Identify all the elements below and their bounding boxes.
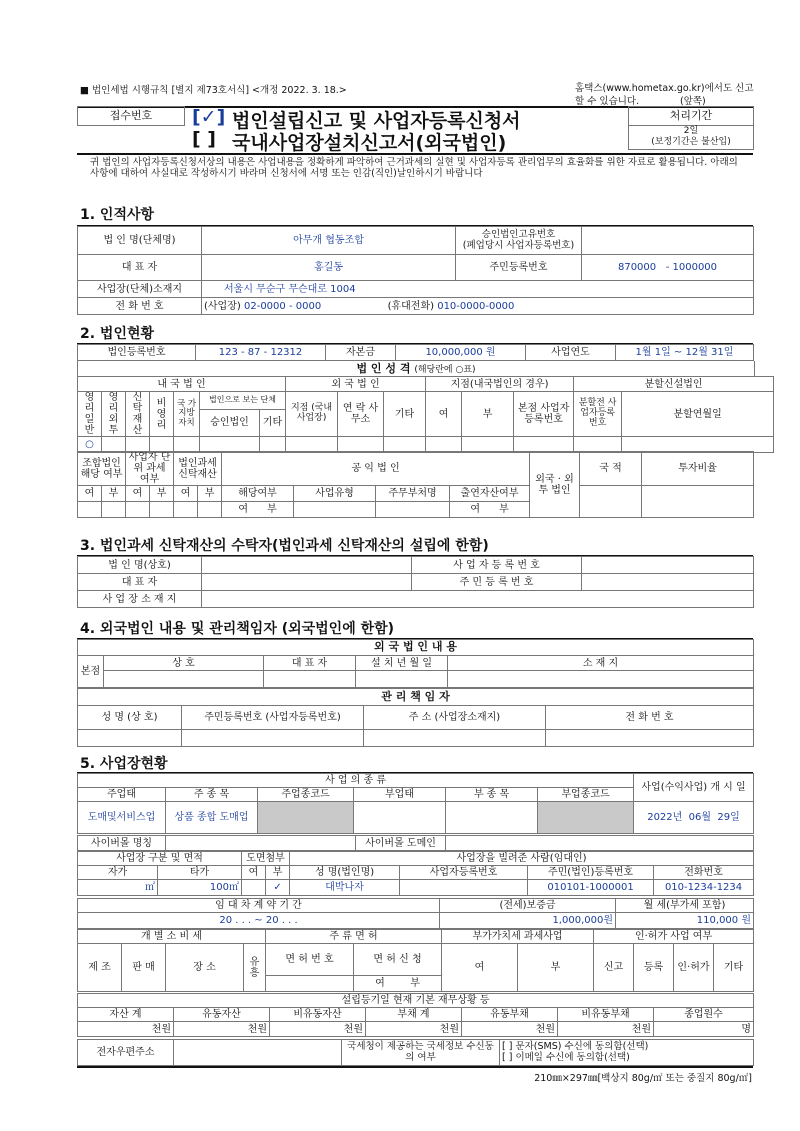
permit-register-label: 등록	[634, 944, 674, 992]
check-foreign-branch[interactable]: [ ]	[192, 128, 216, 150]
finance-title: 설립등기일 현재 기본 재무상황 등	[78, 994, 754, 1008]
trust-tax-label: 법인과세 신탁재산	[174, 452, 222, 486]
asset-total-label: 자산 계	[78, 1008, 174, 1022]
drawing-no-label: 부	[266, 866, 290, 880]
location-label: 소 재 지	[448, 656, 754, 671]
sms-consent-checkbox[interactable]: [ ] 문자(SMS) 수신에 동의함(선택)	[502, 1041, 649, 1053]
cyber-name-field[interactable]	[166, 836, 356, 851]
unit-yes: 여	[126, 486, 150, 502]
mgr-addr-field[interactable]	[364, 730, 546, 747]
other-label: 타가	[158, 866, 242, 880]
col-liaison: 연 락 사무소	[338, 392, 384, 437]
col-yes: 여	[426, 392, 462, 437]
own-label: 자가	[78, 866, 158, 880]
processing-period-label: 처리기간	[628, 106, 754, 126]
col-split-date: 분할연월일	[622, 392, 774, 437]
location-field[interactable]	[448, 671, 754, 688]
permit-report-label: 신고	[594, 944, 634, 992]
public-corp-label: 공 익 법 인	[222, 452, 530, 486]
foreign-corp-header: 외 국 법 인	[286, 377, 426, 392]
license-apply-label: 면 허 신 청	[354, 944, 442, 976]
coop-label: 조합법인 해당 여부	[78, 452, 126, 486]
mgr-rrn-field[interactable]	[182, 730, 364, 747]
col-hq-reg: 본점 사업자 등록번호	[514, 392, 574, 437]
finance-table	[77, 993, 754, 1037]
drawing-yes-label: 여	[242, 866, 266, 880]
address-field[interactable]: 서울시 무순구 무슨대로 1004	[202, 281, 754, 298]
own-area-field[interactable]: ㎡	[78, 880, 158, 896]
col-branch: 지점 (국내사업장)	[286, 392, 338, 437]
main-type-field[interactable]: 도매및서비스업	[78, 802, 166, 834]
license-no-label: 면 허 번 호	[266, 944, 354, 976]
mfg-label: 제 조	[78, 944, 122, 992]
main-code-label: 주업종코드	[258, 788, 354, 802]
lessor-name-field[interactable]: 대박나자	[290, 880, 400, 896]
open-date-label: 사업(수익사업) 개 시 일	[634, 774, 754, 802]
title-line-2: 국내사업장설치신고서(외국법인)	[232, 132, 507, 154]
current-liab-field[interactable]: 천원	[462, 1022, 558, 1037]
email-label: 전자우편주소	[78, 1040, 174, 1066]
hometax-note: 홈택스(www.hometax.go.kr)에서도 신고	[575, 83, 754, 94]
unit-yes-field[interactable]	[126, 502, 150, 518]
sub-item-field[interactable]	[446, 802, 538, 834]
phone-field[interactable]: (사업장) 02-0000 - 0000 (휴대전화) 010-0000-0000	[202, 298, 754, 315]
employees-label: 종업원수	[654, 1008, 754, 1022]
approval-number-label: 승인법인고유번호 (폐업당시 사업자등록번호)	[456, 227, 582, 255]
sub-type-field[interactable]	[354, 802, 446, 834]
corp-name-label: 법 인 명(단체명)	[78, 227, 202, 255]
area-label: 사업장 구분 및 면적	[78, 852, 242, 866]
trustee-table	[77, 556, 754, 608]
invest-ratio-field[interactable]	[642, 486, 754, 518]
trust-yes-field[interactable]	[174, 502, 198, 518]
unit-no: 부	[150, 486, 174, 502]
personal-info-table	[77, 226, 754, 315]
deposit-label: (전세)보증금	[440, 899, 616, 913]
col-trust: 신탁 재산	[126, 392, 150, 437]
lessor-name-label: 성 명(법인명)	[290, 866, 400, 880]
reg-no-field[interactable]: 123 - 87 - 12312	[196, 345, 326, 361]
foreign-inv-label: 외국 · 외투 법인	[530, 452, 580, 518]
lessor-biz-label: 사업자등록번호	[400, 866, 528, 880]
branch-header: 지점(내국법인의 경우)	[426, 377, 574, 392]
lessor-rrn-label: 주민(법인)등록번호	[528, 866, 654, 880]
rent-field[interactable]: 110,000 원	[616, 913, 754, 929]
foreign-rep-label: 대 표 자	[264, 656, 356, 671]
section-3-title: 3. 법인과세 신탁재산의 수탁자(법인과세 신탁재산의 설립에 한함)	[80, 538, 489, 554]
biz-type-label: 사업유형	[294, 486, 376, 502]
indiv-tax-label: 개 별 소 비 세	[78, 930, 266, 944]
form-legal-basis: ■ 법인세법 시행규칙 [별지 제73호서식] <개정 2022. 3. 18.>	[80, 85, 347, 96]
mgr-rrn-label: 주민등록번호 (사업자등록번호)	[182, 706, 364, 730]
col-profit-foreign: 영리 외투	[102, 392, 126, 437]
asset-total-field[interactable]: 천원	[78, 1022, 174, 1037]
col-nonprofit: 비영리	[150, 392, 174, 437]
drawing-yes-field[interactable]	[242, 880, 266, 896]
tax-license-table	[77, 929, 754, 992]
license-no-field[interactable]	[266, 976, 354, 992]
section-2-title: 2. 법인현황	[80, 326, 155, 342]
col-no: 부	[462, 392, 514, 437]
cyber-mall-table	[77, 835, 754, 851]
vat-label: 부가가치세 과세사업	[442, 930, 594, 944]
noncurrent-liab-label: 비유동부채	[558, 1008, 654, 1022]
nationality-field[interactable]	[580, 486, 642, 518]
trade-field[interactable]	[104, 671, 264, 688]
manager-title: 관 리 책 임 자	[78, 689, 754, 706]
trustee-rep-label: 대 표 자	[78, 574, 202, 591]
invest-ratio-label: 투자비율	[642, 452, 754, 486]
rep-label: 대 표 자	[78, 255, 202, 281]
liquor-label: 주 류 면 허	[266, 930, 442, 944]
drawing-no-field[interactable]: ✓	[266, 880, 290, 896]
mark-profit[interactable]: ○	[78, 437, 102, 453]
col-other: 기타	[260, 409, 286, 437]
nationality-label: 국 적	[580, 452, 642, 486]
trust-yes: 여	[174, 486, 198, 502]
lessor-biz-field[interactable]	[400, 880, 528, 896]
permit-label: 인·허가 사업 여부	[594, 930, 754, 944]
reg-no-label: 법인등록번호	[78, 345, 196, 361]
vat-yes-label: 여	[442, 944, 518, 992]
email-field[interactable]	[174, 1040, 342, 1066]
trustee-rrn-label: 주 민 등 록 번 호	[412, 574, 582, 591]
section-1-title: 1. 인적사항	[80, 207, 155, 223]
hq-label: 본점	[78, 656, 104, 688]
noncurrent-asset-field[interactable]: 천원	[270, 1022, 366, 1037]
contrib-label: 출연자산여부	[450, 486, 530, 502]
noncurrent-liab-field[interactable]: 천원	[558, 1022, 654, 1037]
coop-yes: 여	[78, 486, 102, 502]
corp-extra-table	[77, 451, 754, 518]
mgr-phone-label: 전 화 번 호	[546, 706, 754, 730]
phone-label: 전 화 번 호	[78, 298, 202, 315]
unit-no-field[interactable]	[150, 502, 174, 518]
applicable-field[interactable]: 여 부	[222, 502, 294, 518]
coop-no: 부	[102, 486, 126, 502]
col-etc: 기타	[384, 392, 426, 437]
trade-label: 상 호	[104, 656, 264, 671]
trustee-addr-field[interactable]	[202, 591, 754, 608]
sub-code-field[interactable]	[538, 802, 634, 834]
lessor-phone-field[interactable]: 010-1234-1234	[654, 880, 754, 896]
drawing-label: 도면첨부	[242, 852, 290, 866]
capital-label: 자본금	[326, 345, 396, 361]
place-label: 장 소	[166, 944, 244, 992]
mgr-addr-label: 주 소 (사업장소재지)	[364, 706, 546, 730]
rrn-label: 주민등록번호	[456, 255, 582, 281]
est-date-label: 설 치 년 월 일	[356, 656, 448, 671]
trustee-addr-label: 사 업 장 소 재 지	[78, 591, 202, 608]
paper-spec: 210㎜×297㎜[백상지 80g/㎡ 또는 중질지 80g/㎡]	[534, 1073, 752, 1084]
col-pre-split: 분할전 사업자등록번호	[574, 392, 622, 437]
biz-kind-table	[77, 773, 754, 834]
mgr-phone-field[interactable]	[546, 730, 754, 747]
sub-type-label: 부업태	[354, 788, 446, 802]
est-date-field[interactable]	[356, 671, 448, 688]
address-label: 사업장(단체)소재지	[78, 281, 202, 298]
biz-kind-title: 사 업 의 종 류	[78, 774, 634, 788]
current-liab-label: 유동부채	[462, 1008, 558, 1022]
license-apply-field[interactable]: 여 부	[354, 976, 442, 992]
email-consent-checkbox[interactable]: [ ] 이메일 수신에 동의함(선택)	[502, 1051, 630, 1063]
ministry-field[interactable]	[376, 502, 450, 518]
trust-no: 부	[198, 486, 222, 502]
main-code-field[interactable]	[258, 802, 354, 834]
biz-type-field[interactable]	[294, 502, 376, 518]
rrn-field[interactable]: 870000 - 1000000	[582, 255, 754, 281]
open-date-field[interactable]: 2022년 06월 29일	[634, 802, 754, 834]
manager-table	[77, 688, 754, 747]
coop-no-field[interactable]	[102, 502, 126, 518]
intro-text: 귀 법인의 사업자등록신청서상의 내용은 사업내용을 정확하게 파악하여 근거과세의 실현 및 사업자등록 관리업무의 효율화를 위한 자료로 활용됩니다. 아래의 사항에 대하여 사실대로 작성하시기 바라며 신청서에 서명 또는 인감(직인)날인하시기 바랍니다	[90, 157, 738, 179]
hometax-note-2: 할 수 있습니다.	[575, 96, 640, 107]
col-gov: 국 가 지방자치	[174, 392, 200, 437]
mgr-name-field[interactable]	[78, 730, 182, 747]
rep-field[interactable]: 홍길동	[202, 255, 456, 281]
check-corp-registration[interactable]: [✓]	[192, 106, 226, 128]
corp-name-field[interactable]: 아무개 협동조합	[202, 227, 456, 255]
approval-number-field[interactable]	[582, 227, 754, 255]
section-5-title: 5. 사업장현황	[80, 756, 168, 772]
permit-permission-label: 인·허가	[674, 944, 714, 992]
foreign-rep-field[interactable]	[264, 671, 356, 688]
ministry-label: 주무부처명	[376, 486, 450, 502]
section-4-title: 4. 외국법인 내용 및 관리책임자 (외국법인에 한함)	[80, 621, 395, 637]
deposit-field[interactable]: 1,000,000원	[440, 913, 616, 929]
lease-table	[77, 898, 754, 929]
current-asset-field[interactable]: 천원	[174, 1022, 270, 1037]
applicable-label: 해당여부	[222, 486, 294, 502]
other-area-field[interactable]: 100㎡	[158, 880, 242, 896]
cyber-name-label: 사이버몰 명칭	[78, 836, 166, 851]
lease-period-field[interactable]: 20 . . . ~ 20 . . .	[78, 913, 440, 929]
receipt-number-label: 접수번호	[77, 106, 185, 126]
unit-tax-label: 사업자 단위 과세 여부	[126, 452, 174, 486]
fiscal-year-label: 사업연도	[526, 345, 616, 361]
fiscal-year-field[interactable]: 1월 1일 ~ 12월 31일	[616, 345, 754, 361]
current-asset-label: 유동자산	[174, 1008, 270, 1022]
col-profit: 영리 일반	[78, 392, 102, 437]
email-table	[77, 1039, 754, 1066]
premises-table	[77, 851, 754, 896]
trustee-bizno-label: 사 업 자 등 록 번 호	[412, 557, 582, 574]
rent-label: 월 세(부가세 포함)	[616, 899, 754, 913]
consent-options[interactable]	[500, 1040, 754, 1066]
main-type-label: 주업태	[78, 788, 166, 802]
domestic-corp-header: 내 국 법 인	[78, 377, 286, 392]
corp-character-title: 법 인 성 격 (해당란에 ○표)	[77, 361, 755, 376]
main-item-label: 주 종 목	[166, 788, 258, 802]
lessor-phone-label: 전화번호	[654, 866, 754, 880]
trustee-rrn-field[interactable]	[582, 574, 754, 591]
foreign-content-title: 외 국 법 인 내 용	[78, 640, 754, 656]
title-line-1: 법인설립신고 및 사업자등록신청서	[232, 110, 521, 132]
vat-no-label: 부	[518, 944, 594, 992]
corp-status-table	[77, 344, 754, 361]
trustee-rep-field[interactable]	[202, 574, 412, 591]
coop-yes-field[interactable]	[78, 502, 102, 518]
liab-total-field[interactable]: 천원	[366, 1022, 462, 1037]
liab-total-label: 부채 계	[366, 1008, 462, 1022]
capital-field[interactable]: 10,000,000 원	[396, 345, 526, 361]
trustee-name-label: 법 인 명(상호)	[78, 557, 202, 574]
consent-label: 국세청이 제공하는 국세정보 수신동의 여부	[342, 1040, 500, 1066]
permit-etc-label: 기타	[714, 944, 754, 992]
trustee-bizno-field[interactable]	[582, 557, 754, 574]
page-side: (앞쪽)	[680, 96, 706, 107]
entertainment-label: 유 흥	[244, 944, 266, 992]
corp-character-table	[77, 376, 774, 453]
processing-period: 2일 (보정기간은 불산입)	[628, 125, 754, 150]
lease-period-label: 임 대 차 계 약 기 간	[78, 899, 440, 913]
sub-item-label: 부 종 목	[446, 788, 538, 802]
mgr-name-label: 성 명 (상 호)	[78, 706, 182, 730]
trustee-name-field[interactable]	[202, 557, 412, 574]
contrib-field[interactable]: 여 부	[450, 502, 530, 518]
col-approved-group: 법인으로 보는 단체	[200, 392, 286, 410]
cyber-domain-field[interactable]	[446, 836, 754, 851]
col-approved: 승인법인	[200, 409, 260, 437]
trust-no-field[interactable]	[198, 502, 222, 518]
lessor-header: 사업장을 빌려준 사람(임대인)	[290, 852, 754, 866]
sale-label: 판 매	[122, 944, 166, 992]
cyber-domain-label: 사이버몰 도메인	[356, 836, 446, 851]
employees-field[interactable]: 명	[654, 1022, 754, 1037]
foreign-corp-table	[77, 639, 754, 688]
sub-code-label: 부업종코드	[538, 788, 634, 802]
lessor-rrn-field[interactable]: 010101-1000001	[528, 880, 654, 896]
split-corp-header: 분할신설법인	[574, 377, 774, 392]
main-item-field[interactable]: 상품 종합 도매업	[166, 802, 258, 834]
noncurrent-asset-label: 비유동자산	[270, 1008, 366, 1022]
